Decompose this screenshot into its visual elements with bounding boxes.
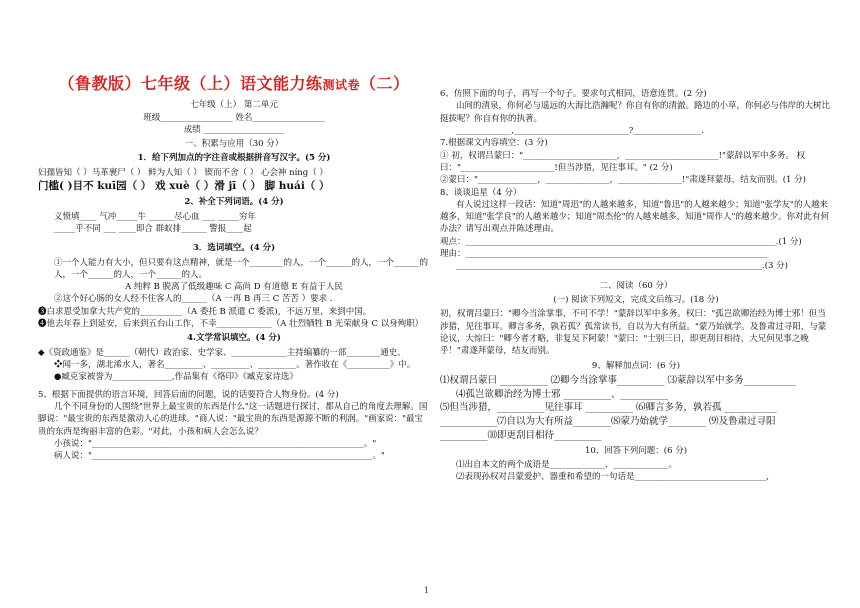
q3-line1: ①一个人能力有大小，但只要有这点精神，就是一个________的人，一个______的人，一个______的人，一个______的人，一个______的人。 xyxy=(54,257,429,280)
class-name-line: 班级_________________ 姓名_________________ xyxy=(143,112,325,123)
passage: 初，权谓吕蒙曰："卿今当涂掌事，不可不学！"蒙辞以军中多务。权曰："孤岂欲卿治经为博士邪！但当涉猎，见往事耳。卿言多务，孰若孤？孤常读书，自以为大有所益。"蒙乃始就学。及鲁肃过寻阳，与蒙论议，大惊曰："卿今者才略，非复吴下阿蒙！"蒙曰："士别三日，即更刮目相待，大兄何见事之晚乎！"肃遂拜蒙母，结友而别。 xyxy=(440,309,827,357)
q7-line2: ②蒙曰："______________，_______________，_______________!"肃遂拜蒙母，结友而别。(1 分) xyxy=(440,175,806,186)
q2-heading: 2、补全下列词语。(4 分) xyxy=(184,197,284,208)
q10-line2: ⑵表现孙权对吕蒙爱护、器重和希望的一句话是_______________________________, xyxy=(456,472,769,483)
q8-reason2: ________________________________________________________________________.(3 分) xyxy=(456,261,788,272)
q3-line2: A 纯粹 B 脱离了低级趣味 C 高尚 D 有道德 E 有益于人民 xyxy=(125,282,343,293)
q8-reason: 理由：_______________________________________________________________________ xyxy=(440,249,768,260)
q4-heading: 4.文学常识填空。(4 分) xyxy=(187,333,281,344)
q9-line2: ⑷孤岂欲卿治经为博士邪 __________、__________ xyxy=(456,388,669,400)
score-line: 成绩 ___________________ xyxy=(183,124,285,135)
q3-line4: ❸白求恩受加拿大共产党的__________（A 委托 B 派遣 C 委派)，不远万里，来到中国。 xyxy=(38,306,372,317)
q8-heading: 8、谈谈追星（4 分） xyxy=(440,187,522,198)
q10-heading: 10、回答下列问题：(6 分) xyxy=(584,445,688,456)
q9-line1: ⑴权谓吕蒙曰 __________ ⑵卿今当涂掌事__________ ⑶蒙辞以军中多务___________ xyxy=(440,374,796,386)
right-column xyxy=(440,88,832,484)
reading1-heading: (一) 阅读下列短文，完成文后练习。(18 分) xyxy=(553,295,719,305)
title-main: （鲁教版）七年级（上）语文能力练 xyxy=(58,74,323,93)
q1-row1: 妇孺皆知（ ）马革裹尸（ ） 鲜为人知（ ） 锲而不舍（ ） 心会神 níng（ ） xyxy=(38,167,328,178)
q2-row2: _____乎不同 ___ ____即合 群蚁排______ 警报____起 xyxy=(54,223,252,234)
q7-line1: ① 初，权谓吕蒙曰："______________________，______________________!"蒙辞以军中多务。 权曰："______________________!但当涉猎，见往事耳。" (2 分) xyxy=(440,150,806,173)
q3-line3: ②这个好心肠的女人经不住客人的______（A 一再 B 再三 C 苦苦 ）要求 . xyxy=(54,294,333,305)
q10-line1: ⑴出自本文的两个成语是_____________、_____________。 xyxy=(456,460,678,471)
q3-line5: ❹他去年春上到延安，后来到五台山工作，不幸_____________（A 壮烈牺牲 B 光荣献身 C 以身殉职） xyxy=(38,319,424,330)
q6-text: 山间的清泉，你何必与遥远的大海比浩瀚呢？你自有你的清澈。路边的小草，你何必与伟岸的大树比挺拔呢？你自有你的执著。 xyxy=(440,101,831,124)
q5-patient: 病人说："__________________________________________________________________。" xyxy=(54,451,385,462)
q4-line3: ●臧克家被誉为______________,作品集有《烙印》《臧克家诗选》 xyxy=(54,372,298,383)
q6-answer: _____________,___________________________?________________. xyxy=(456,125,704,136)
q9-line4: ____________⑺自以为大有所益________⑻蒙乃始就学________ ⑼及鲁肃过寻阳__________⑽即更刮目相待__________ xyxy=(440,416,776,441)
q8-view: 观点：_________________________________________________________________________.(1 分) xyxy=(440,236,802,247)
q8-text: 有人说过这样一段话：知道"周迅"的人越来越多，知道"鲁迅"的人越来越少；知道"张学友"的人越来越多，知道"张学良"的人越来越少；知道"周杰伦"的人越来越多，知道"周作人"的越来越少。你对此有何办法？请写出观点并陈述理由。 xyxy=(440,199,829,235)
q1-heading: 1．给下列加点的字注音或根据拼音写汉字。(5 分) xyxy=(137,153,331,164)
q4-line1: ◆《资政通鉴》是______（朝代）政治家、史学家、_____________主持编纂的一部________通史。 xyxy=(38,347,406,358)
part2-heading: 二、阅读（60 分） xyxy=(599,280,673,291)
subtitle: 七年级（上） 第二单元 xyxy=(190,100,278,111)
left-column xyxy=(38,72,430,463)
q1-row2: 门槛( )目不 kuī园（ ） 戏 xuè（ ）滑 jī（ ） 脚 huái（ ） xyxy=(38,180,330,193)
q7-heading: 7.根据课文内容填空：(3 分) xyxy=(440,138,548,149)
q6-heading: 6、仿照下面的句子，再写一个句子。要求句式相同，语意连贯。(2 分) xyxy=(440,89,707,99)
q9-line3: ⑸但当涉猎，__________见往事耳 __________ ⑹卿言多务，孰若孤 ___________ xyxy=(440,402,777,414)
q5-child: 小孩说："________________________________________________________________。" xyxy=(54,438,377,449)
q5-text: 几个不同身份的人围绕"世界上最宝贵的东西是什么"这一话题进行探讨，都从自己的角度去理解。国脚说："最宝贵的东西是激动人心的进球。"商人说："最宝贵的东西是源源不断的利润。"画家说："最宝贵的东西是绚丽丰富的色彩。"对此，小孩和病人会怎么说？ xyxy=(38,401,428,437)
q2-row1: 义愤填____ 气冲_____牛 ______尽心血 ___ _____穷年 xyxy=(54,211,257,222)
q3-heading: 3．选词填空。(4 分) xyxy=(192,243,276,254)
q4-line2: ❖闻一多，湖北浠水人，著名_________、_________、_________。著作收在《__________》中。 xyxy=(54,360,416,371)
q9-heading: 9、解释加点词：(6 分) xyxy=(591,360,681,371)
title-tail: （二） xyxy=(360,74,410,93)
q5-heading: 5、根据下面提供的语言环境，回答后面的问题，说的话要符合人物身份。(4 分) xyxy=(38,389,339,400)
page-number: 1 xyxy=(424,586,430,595)
page-title xyxy=(38,72,430,95)
title-small: 测试卷 xyxy=(322,78,360,92)
part1-heading: 一、积累与应用（30 分） xyxy=(184,139,284,150)
